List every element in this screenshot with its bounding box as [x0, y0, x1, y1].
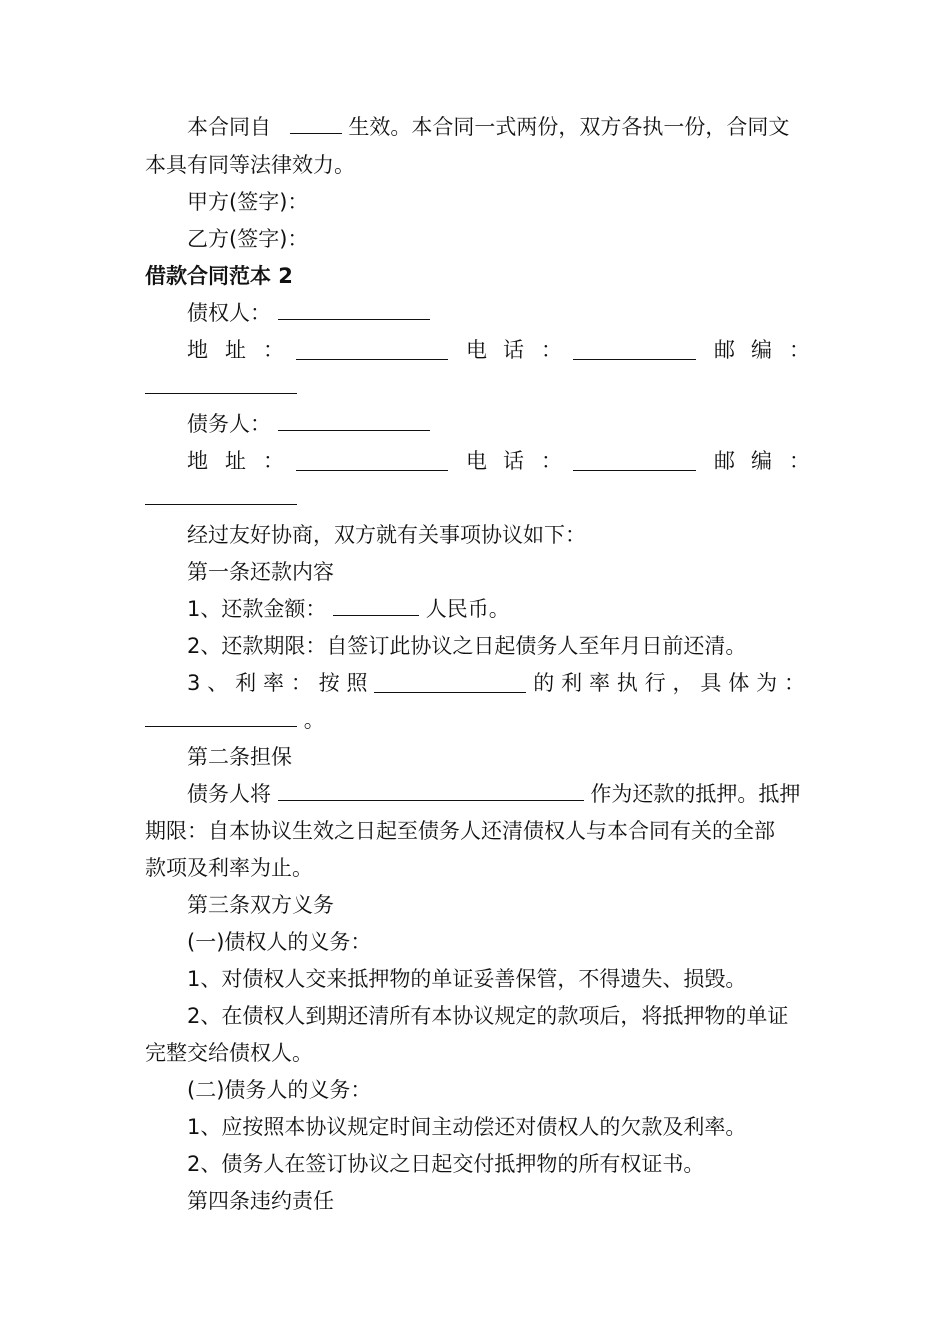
article-3-heading: 第三条双方义务: [187, 893, 334, 917]
zip-colon: ：: [789, 338, 810, 362]
creditor-duty-2-line1: 2、在债权人到期还清所有本协议规定的款项后，将抵押物的单证: [187, 1004, 789, 1028]
debtor-duty-2: 2、债务人在签订协议之日起交付抵押物的所有权证书。: [187, 1152, 705, 1176]
repayment-term-line: 2、还款期限：自签订此协议之日起债务人至年月日前还清。: [187, 634, 747, 658]
rate-char: 的: [533, 671, 555, 695]
interest-basis-blank: [374, 672, 526, 693]
period: 。: [303, 708, 325, 732]
rate-char: 利: [561, 671, 583, 695]
article-1-heading: 第一条还款内容: [187, 560, 334, 584]
address-char-2: 址: [225, 338, 246, 362]
effective-clause-line1: [187, 112, 789, 142]
address-colon: ：: [263, 449, 284, 473]
section-title: 借款合同范本 2: [145, 264, 293, 288]
zip-char-2: 编: [751, 338, 772, 362]
creditor-address-blank: [296, 339, 448, 360]
rate-char: 率: [262, 671, 284, 695]
address-colon: ：: [263, 338, 284, 362]
collateral-line1: [187, 779, 800, 809]
effective-clause-start: 本合同自: [187, 115, 271, 139]
rate-char: 3: [187, 671, 201, 695]
effective-clause-line2: 本具有同等法律效力。: [145, 153, 355, 177]
zip-char-1: 邮: [714, 338, 735, 362]
effective-date-blank: [290, 113, 342, 134]
debtor-duties-heading: (二)债务人的义务：: [187, 1078, 372, 1102]
zip-char-1: 邮: [714, 449, 735, 473]
zip-colon: ：: [789, 449, 810, 473]
effective-clause-rest: 生效。本合同一式两份，双方各执一份，合同文: [348, 115, 790, 139]
tel-colon: ：: [541, 338, 562, 362]
rate-char: 按: [318, 671, 340, 695]
creditor-duties-heading: (一)债权人的义务：: [187, 930, 372, 954]
repayment-currency: 人民币。: [425, 597, 510, 621]
article-4-heading: 第四条违约责任: [187, 1189, 334, 1213]
debtor-zip-line: [145, 483, 297, 513]
rate-char: ：: [783, 671, 805, 695]
creditor-phone-blank: [573, 339, 696, 360]
address-char-2: 址: [225, 449, 246, 473]
rate-char: 、: [207, 671, 229, 695]
address-char-1: 地: [187, 338, 208, 362]
tel-char-2: 话: [503, 449, 524, 473]
creditor-zip-blank: [145, 373, 297, 394]
interest-rate-line: [187, 668, 805, 698]
address-char-1: 地: [187, 449, 208, 473]
creditor-line: [187, 298, 430, 328]
tel-char-2: 话: [503, 338, 524, 362]
tel-colon: ：: [541, 449, 562, 473]
rate-char: 体: [728, 671, 750, 695]
creditor-duty-2-line2: 完整交给债权人。: [145, 1041, 313, 1065]
rate-char: 为: [756, 671, 778, 695]
rate-char: 率: [588, 671, 610, 695]
article-2-heading: 第二条担保: [187, 745, 292, 769]
debtor-label: 债务人：: [187, 412, 271, 436]
party-b-signature: 乙方(签字)：: [187, 227, 309, 251]
debtor-address-row: [0, 446, 950, 476]
repayment-amount-line: [187, 594, 510, 624]
tel-char-1: 电: [466, 338, 487, 362]
collateral-line2: 期限：自本协议生效之日起至债务人还清债权人与本合同有关的全部: [145, 819, 775, 843]
debtor-zip-blank: [145, 484, 297, 505]
creditor-blank: [278, 299, 430, 320]
repayment-amount-blank: [333, 595, 419, 616]
repayment-amount-label: 1、还款金额：: [187, 597, 327, 621]
creditor-address-row: [0, 335, 950, 365]
debtor-duty-1: 1、应按照本协议规定时间主动偿还对债权人的欠款及利率。: [187, 1115, 747, 1139]
debtor-line: [187, 409, 430, 439]
zip-char-2: 编: [751, 449, 772, 473]
rate-char: 行: [644, 671, 666, 695]
rate-char: 照: [346, 671, 368, 695]
debtor-blank: [278, 410, 430, 431]
rate-char: 利: [235, 671, 257, 695]
collateral-blank: [278, 780, 584, 801]
debtor-address-blank: [296, 450, 448, 471]
debtor-phone-blank: [573, 450, 696, 471]
collateral-start: 债务人将: [187, 782, 271, 806]
tel-char-1: 电: [466, 449, 487, 473]
interest-detail-blank: [145, 706, 297, 727]
creditor-label: 债权人：: [187, 301, 271, 325]
rate-char: 具: [700, 671, 722, 695]
intro-text: 经过友好协商，双方就有关事项协议如下：: [187, 523, 586, 547]
interest-detail-line: [145, 705, 325, 735]
creditor-duty-1: 1、对债权人交来抵押物的单证妥善保管，不得遗失、损毁。: [187, 967, 747, 991]
creditor-zip-line: [145, 372, 297, 402]
collateral-rest: 作为还款的抵押。抵押: [590, 782, 801, 806]
rate-char: 执: [616, 671, 638, 695]
rate-char: ，: [672, 671, 694, 695]
collateral-line3: 款项及利率为止。: [145, 856, 313, 880]
rate-char: ：: [290, 671, 312, 695]
party-a-signature: 甲方(签字)：: [187, 190, 309, 214]
